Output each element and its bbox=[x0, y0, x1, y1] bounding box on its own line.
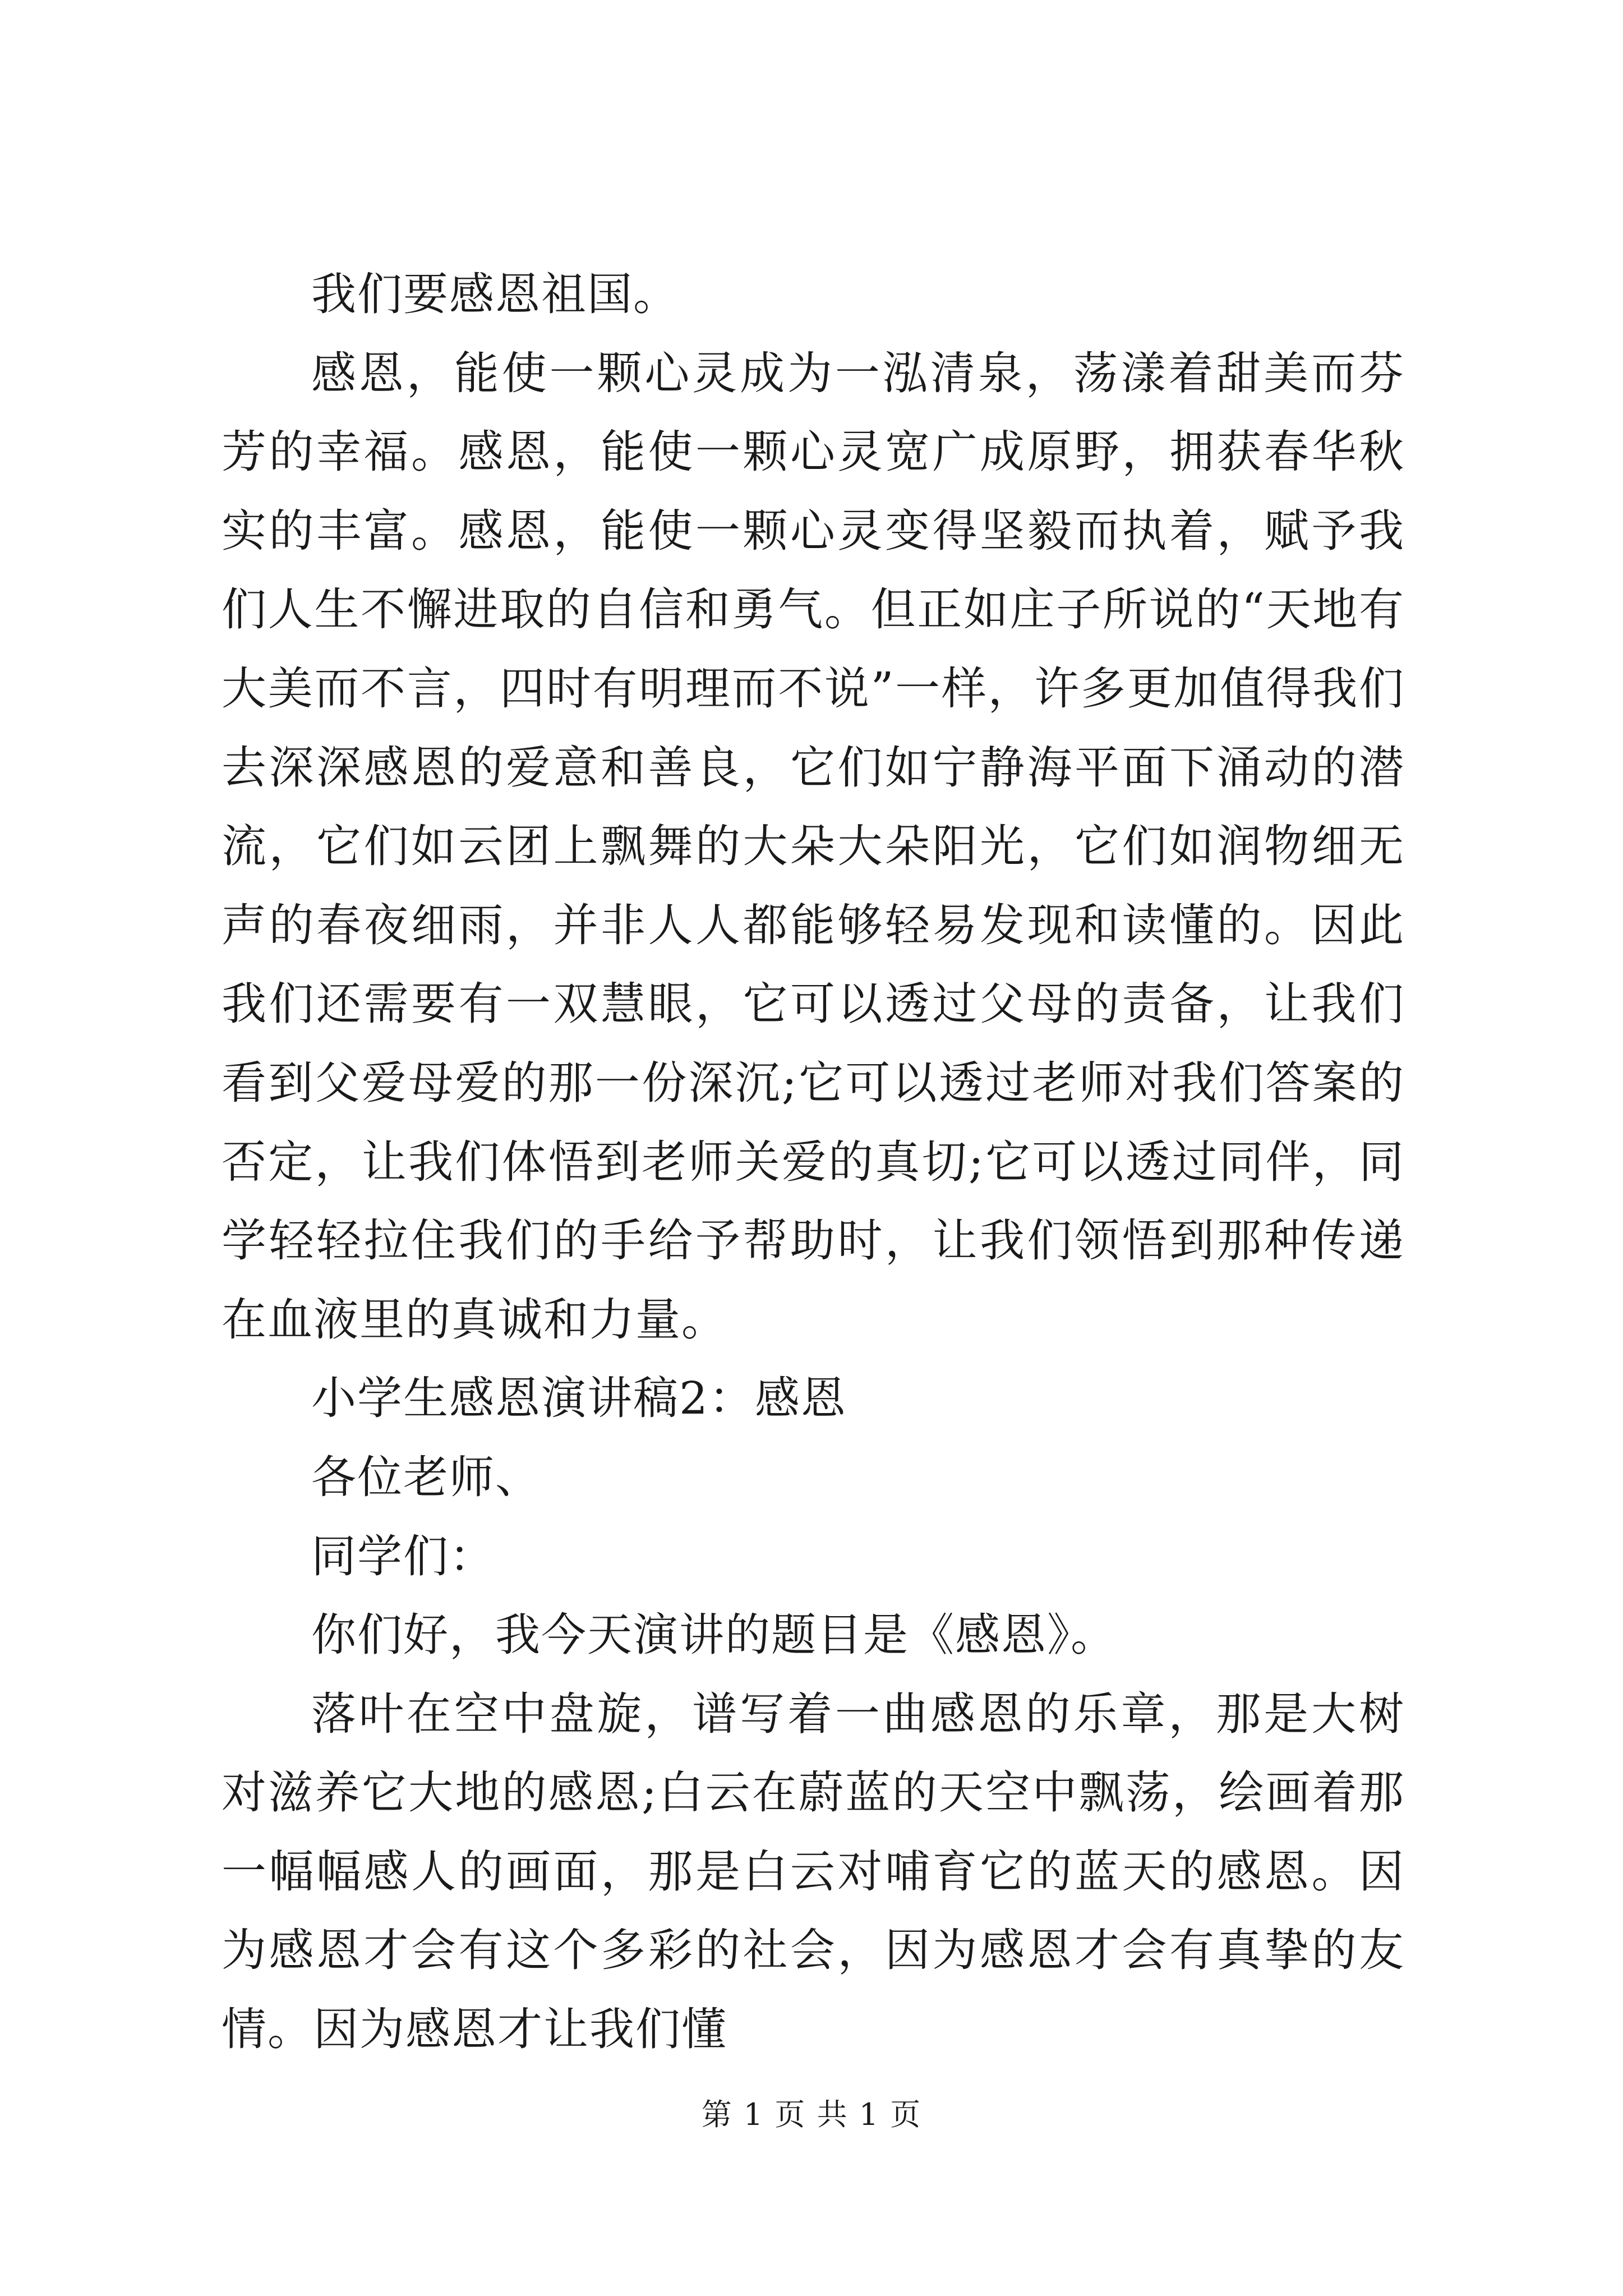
greeting-teachers: 各位老师、 bbox=[311, 1451, 541, 1503]
paragraph-falling-leaves: 落叶在空中盘旋，谱写着一曲感恩的乐章，那是大树对滋养它大地的感恩;白云在蔚蓝的天空中飘荡，绘画着那一幅幅感人的画面，那是白云对哺育它的蓝天的感恩。因为感恩才会有这个多彩的社会，因为感恩才会有真挚的友情。因为感恩才让我们懂 bbox=[222, 1687, 1405, 2056]
paragraph-gratitude-heart: 感恩，能使一颗心灵成为一泓清泉，荡漾着甜美而芬芳的幸福。感恩，能使一颗心灵宽广成原野，拥获春华秋实的丰富。感恩，能使一颗心灵变得坚毅而执着，赋予我们人生不懈进取的自信和勇气。但正如庄子所说的“天地有大美而不言，四时有明理而不说”一样，许多更加值得我们去深深感恩的爱意和善良，它们如宁静海平面下涌动的潜流，它们如云团上飘舞的大朵大朵阳光，它们如润物细无声的春夜细雨，并非人人都能够轻易发现和读懂的。因此我们还需要有一双慧眼，它可以透过父母的责备，让我们看到父爱母爱的那一份深沉;它可以透过老师对我们答案的否定，让我们体悟到老师关爱的真切;它可以透过同伴，同学轻轻拉住我们的手给予帮助时，让我们领悟到那种传递在血液里的真诚和力量。 bbox=[222, 347, 1405, 1346]
document-body bbox=[222, 255, 1405, 2069]
speech-title: 小学生感恩演讲稿2：感恩 bbox=[311, 1372, 847, 1425]
speech-intro: 你们好，我今天演讲的题目是《感恩》。 bbox=[311, 1609, 1117, 1662]
page-footer: 第 1 页 共 1 页 bbox=[701, 2097, 922, 2132]
greeting-students: 同学们： bbox=[311, 1530, 495, 1582]
paragraph-gratitude-country: 我们要感恩祖国。 bbox=[311, 268, 679, 320]
